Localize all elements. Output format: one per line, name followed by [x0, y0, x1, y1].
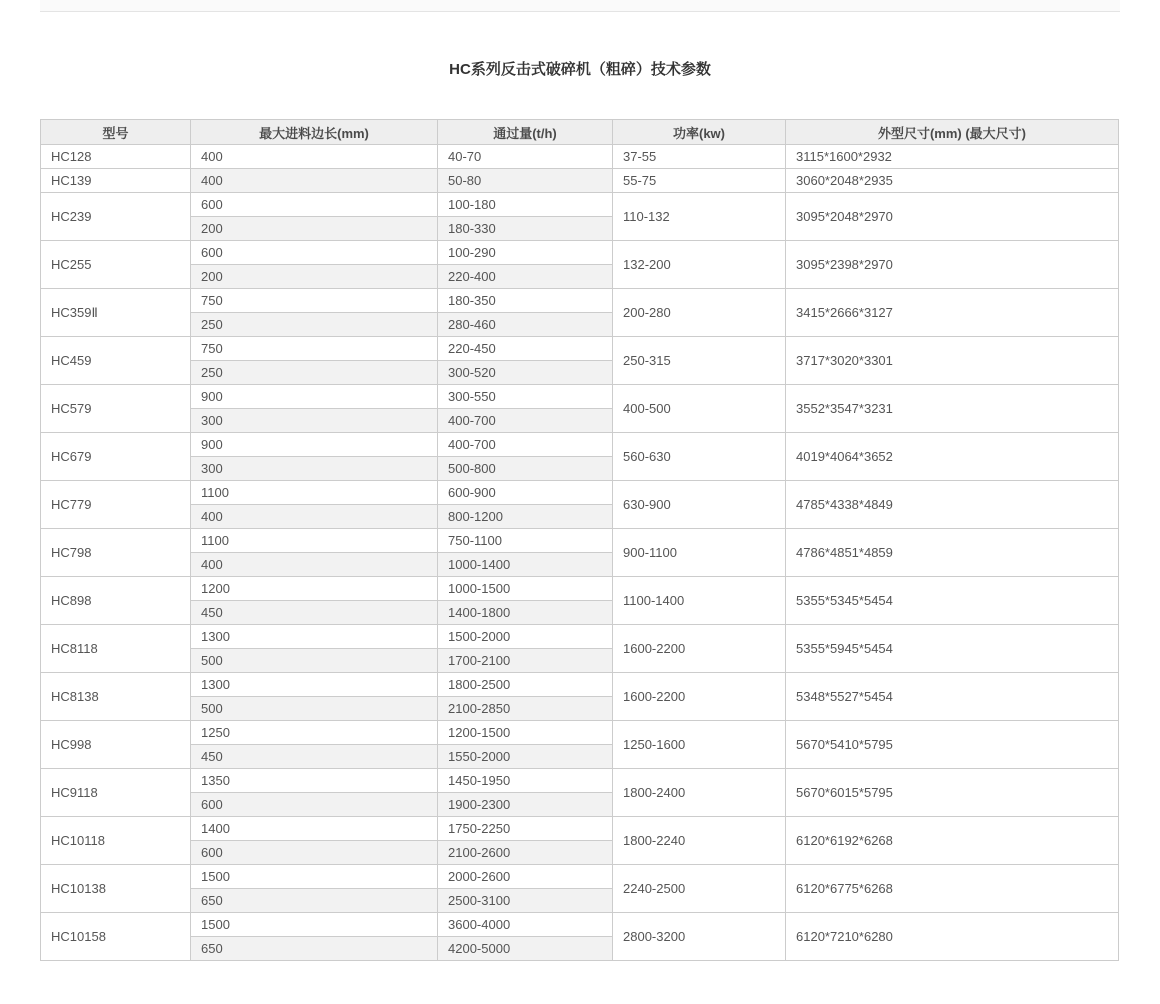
cell-throughput: 2000-2600 [438, 865, 613, 889]
cell-power: 1800-2400 [613, 769, 786, 817]
cell-throughput: 1750-2250 [438, 817, 613, 841]
cell-feed-size: 400 [191, 169, 438, 193]
table-row [41, 913, 1119, 937]
cell-model: HC459 [41, 337, 191, 385]
cell-throughput: 3600-4000 [438, 913, 613, 937]
column-header: 功率(kw) [613, 120, 786, 145]
cell-throughput: 2100-2850 [438, 697, 613, 721]
cell-feed-size: 600 [191, 193, 438, 217]
cell-throughput: 500-800 [438, 457, 613, 481]
cell-dimensions: 3415*2666*3127 [786, 289, 1119, 337]
cell-dimensions: 3060*2048*2935 [786, 169, 1119, 193]
cell-throughput: 1900-2300 [438, 793, 613, 817]
table-row [41, 337, 1119, 361]
cell-throughput: 2500-3100 [438, 889, 613, 913]
cell-model: HC579 [41, 385, 191, 433]
header-row [41, 120, 1119, 145]
cell-feed-size: 1500 [191, 913, 438, 937]
cell-power: 2800-3200 [613, 913, 786, 961]
cell-power: 250-315 [613, 337, 786, 385]
cell-feed-size: 1400 [191, 817, 438, 841]
cell-model: HC10158 [41, 913, 191, 961]
cell-feed-size: 900 [191, 433, 438, 457]
cell-throughput: 1800-2500 [438, 673, 613, 697]
cell-power: 2240-2500 [613, 865, 786, 913]
cell-throughput: 100-290 [438, 241, 613, 265]
cell-throughput: 1550-2000 [438, 745, 613, 769]
cell-model: HC779 [41, 481, 191, 529]
cell-dimensions: 4786*4851*4859 [786, 529, 1119, 577]
cell-model: HC998 [41, 721, 191, 769]
cell-throughput: 300-550 [438, 385, 613, 409]
cell-dimensions: 3115*1600*2932 [786, 145, 1119, 169]
cell-model: HC255 [41, 241, 191, 289]
table-row [41, 481, 1119, 505]
cell-throughput: 1700-2100 [438, 649, 613, 673]
cell-throughput: 2100-2600 [438, 841, 613, 865]
spec-table [40, 119, 1119, 961]
table-row [41, 289, 1119, 313]
table-row [41, 721, 1119, 745]
cell-power: 55-75 [613, 169, 786, 193]
cell-dimensions: 6120*6775*6268 [786, 865, 1119, 913]
table-row [41, 433, 1119, 457]
cell-throughput: 1200-1500 [438, 721, 613, 745]
cell-throughput: 50-80 [438, 169, 613, 193]
cell-power: 132-200 [613, 241, 786, 289]
cell-feed-size: 1100 [191, 529, 438, 553]
table-row [41, 865, 1119, 889]
cell-throughput: 40-70 [438, 145, 613, 169]
cell-model: HC128 [41, 145, 191, 169]
cell-power: 1800-2240 [613, 817, 786, 865]
cell-feed-size: 600 [191, 241, 438, 265]
cell-dimensions: 3095*2048*2970 [786, 193, 1119, 241]
cell-dimensions: 3095*2398*2970 [786, 241, 1119, 289]
cell-throughput: 180-350 [438, 289, 613, 313]
top-divider [40, 0, 1120, 12]
column-header: 最大进料边长(mm) [191, 120, 438, 145]
cell-feed-size: 200 [191, 265, 438, 289]
cell-feed-size: 500 [191, 649, 438, 673]
cell-feed-size: 250 [191, 313, 438, 337]
cell-power: 560-630 [613, 433, 786, 481]
cell-feed-size: 750 [191, 289, 438, 313]
table-row [41, 145, 1119, 169]
table-row [41, 673, 1119, 697]
cell-feed-size: 650 [191, 937, 438, 961]
column-header: 型号 [41, 120, 191, 145]
cell-throughput: 1500-2000 [438, 625, 613, 649]
cell-model: HC359Ⅱ [41, 289, 191, 337]
cell-power: 110-132 [613, 193, 786, 241]
cell-power: 900-1100 [613, 529, 786, 577]
cell-dimensions: 5348*5527*5454 [786, 673, 1119, 721]
cell-feed-size: 400 [191, 145, 438, 169]
cell-throughput: 1400-1800 [438, 601, 613, 625]
cell-feed-size: 250 [191, 361, 438, 385]
cell-dimensions: 5355*5945*5454 [786, 625, 1119, 673]
cell-feed-size: 500 [191, 697, 438, 721]
cell-power: 400-500 [613, 385, 786, 433]
cell-feed-size: 900 [191, 385, 438, 409]
table-body [41, 145, 1119, 961]
cell-feed-size: 1300 [191, 673, 438, 697]
cell-model: HC10118 [41, 817, 191, 865]
cell-throughput: 1450-1950 [438, 769, 613, 793]
table-header [41, 120, 1119, 145]
cell-power: 1600-2200 [613, 625, 786, 673]
cell-dimensions: 3552*3547*3231 [786, 385, 1119, 433]
cell-throughput: 750-1100 [438, 529, 613, 553]
cell-feed-size: 1300 [191, 625, 438, 649]
table-row [41, 169, 1119, 193]
cell-feed-size: 300 [191, 457, 438, 481]
cell-feed-size: 650 [191, 889, 438, 913]
cell-dimensions: 3717*3020*3301 [786, 337, 1119, 385]
cell-model: HC679 [41, 433, 191, 481]
cell-feed-size: 1200 [191, 577, 438, 601]
cell-throughput: 280-460 [438, 313, 613, 337]
cell-throughput: 180-330 [438, 217, 613, 241]
cell-throughput: 800-1200 [438, 505, 613, 529]
cell-dimensions: 6120*6192*6268 [786, 817, 1119, 865]
table-row [41, 241, 1119, 265]
cell-dimensions: 5670*5410*5795 [786, 721, 1119, 769]
cell-dimensions: 6120*7210*6280 [786, 913, 1119, 961]
cell-throughput: 220-450 [438, 337, 613, 361]
page-title: HC系列反击式破碎机（粗碎）技术参数 [449, 61, 711, 78]
cell-model: HC9118 [41, 769, 191, 817]
table-row [41, 817, 1119, 841]
cell-model: HC798 [41, 529, 191, 577]
cell-feed-size: 400 [191, 553, 438, 577]
cell-throughput: 1000-1500 [438, 577, 613, 601]
column-header: 外型尺寸(mm) (最大尺寸) [786, 120, 1119, 145]
cell-feed-size: 200 [191, 217, 438, 241]
cell-dimensions: 4019*4064*3652 [786, 433, 1119, 481]
cell-model: HC10138 [41, 865, 191, 913]
cell-power: 630-900 [613, 481, 786, 529]
cell-model: HC139 [41, 169, 191, 193]
cell-dimensions: 4785*4338*4849 [786, 481, 1119, 529]
cell-feed-size: 450 [191, 745, 438, 769]
table-row [41, 625, 1119, 649]
cell-feed-size: 1350 [191, 769, 438, 793]
cell-model: HC239 [41, 193, 191, 241]
cell-power: 200-280 [613, 289, 786, 337]
table-row [41, 385, 1119, 409]
cell-throughput: 4200-5000 [438, 937, 613, 961]
cell-throughput: 1000-1400 [438, 553, 613, 577]
cell-feed-size: 450 [191, 601, 438, 625]
column-header: 通过量(t/h) [438, 120, 613, 145]
cell-model: HC898 [41, 577, 191, 625]
cell-throughput: 100-180 [438, 193, 613, 217]
cell-feed-size: 750 [191, 337, 438, 361]
table-row [41, 769, 1119, 793]
table-row [41, 529, 1119, 553]
cell-model: HC8138 [41, 673, 191, 721]
cell-power: 1250-1600 [613, 721, 786, 769]
cell-throughput: 220-400 [438, 265, 613, 289]
cell-power: 1100-1400 [613, 577, 786, 625]
cell-throughput: 600-900 [438, 481, 613, 505]
table-row [41, 577, 1119, 601]
cell-model: HC8118 [41, 625, 191, 673]
cell-feed-size: 600 [191, 841, 438, 865]
cell-throughput: 400-700 [438, 433, 613, 457]
cell-feed-size: 1500 [191, 865, 438, 889]
table-row [41, 193, 1119, 217]
cell-power: 1600-2200 [613, 673, 786, 721]
cell-feed-size: 1100 [191, 481, 438, 505]
cell-feed-size: 300 [191, 409, 438, 433]
cell-feed-size: 400 [191, 505, 438, 529]
cell-feed-size: 600 [191, 793, 438, 817]
cell-throughput: 300-520 [438, 361, 613, 385]
cell-power: 37-55 [613, 145, 786, 169]
cell-feed-size: 1250 [191, 721, 438, 745]
cell-dimensions: 5670*6015*5795 [786, 769, 1119, 817]
cell-dimensions: 5355*5345*5454 [786, 577, 1119, 625]
cell-throughput: 400-700 [438, 409, 613, 433]
